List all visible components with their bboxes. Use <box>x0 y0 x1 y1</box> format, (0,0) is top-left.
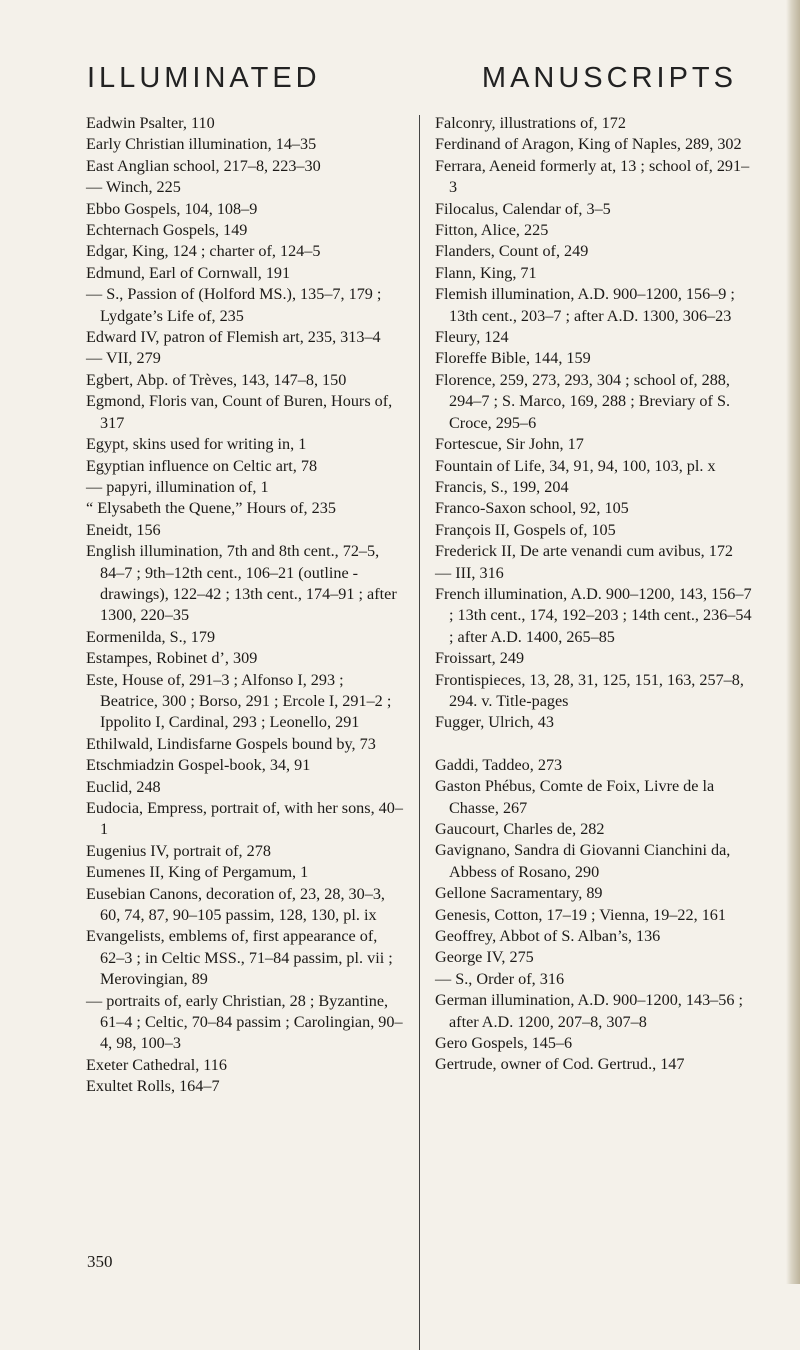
index-entry: East Anglian school, 217–8, 223–30 <box>86 156 321 175</box>
index-entry: Echternach Gospels, 149 <box>86 221 248 240</box>
index-entry: Froissart, 249 <box>435 649 525 668</box>
index-entry: Fleury, 124 <box>435 328 509 347</box>
index-entry: German illumination, A.D. 900–1200, 143–56 ; after A.D. 1200, 207–8, 307–8 <box>435 991 743 1031</box>
index-entry: Eneidt, 156 <box>86 520 161 539</box>
index-entry: Edward IV, patron of Flemish art, 235, 313–4 <box>86 328 381 347</box>
index-entry: Gaston Phébus, Comte de Foix, Livre de la Chasse, 267 <box>435 777 715 817</box>
index-entry: Francis, S., 199, 204 <box>435 477 569 496</box>
index-entry: Edgar, King, 124 ; charter of, 124–5 <box>86 242 321 261</box>
index-entry: Frederick II, De arte venandi cum avibus, 172 <box>435 542 734 561</box>
index-entry: — III, 316 <box>435 563 504 582</box>
index-entry: Ethilwald, Lindisfarne Gospels bound by, 73 <box>86 734 376 753</box>
index-entry: Flanders, Count of, 249 <box>435 242 589 261</box>
index-entry: Gero Gospels, 145–6 <box>435 1034 573 1053</box>
page-number: 350 <box>87 1252 113 1271</box>
index-entry: — S., Passion of (Holford MS.), 135–7, 179 ; Lydgate’s Life of, 235 <box>86 285 382 325</box>
index-entry: Egmond, Floris van, Count of Buren, Hours of, 317 <box>86 392 393 432</box>
index-entry: Ferrara, Aeneid formerly at, 13 ; school of, 291–3 <box>435 156 750 197</box>
index-entry: Frontispieces, 13, 28, 31, 125, 151, 163, 257–8, 294. v. Title-pages <box>435 670 744 710</box>
header-right: MANUSCRIPTS <box>481 62 737 94</box>
header-left: ILLUMINATED <box>87 62 321 94</box>
index-entry: Edmund, Earl of Cornwall, 191 <box>86 263 291 282</box>
index-entry: Flann, King, 71 <box>435 263 537 282</box>
index-entry: François II, Gospels of, 105 <box>435 520 616 539</box>
page-edge-shadow <box>786 0 800 1284</box>
index-entry: Eudocia, Empress, portrait of, with her sons, 40–1 <box>86 799 403 839</box>
index-entry: Exeter Cathedral, 116 <box>86 1055 227 1074</box>
index-entry: Fountain of Life, 34, 91, 94, 100, 103, pl. x <box>435 456 716 475</box>
index-entry: Eadwin Psalter, 110 <box>86 114 215 132</box>
index-entry: Early Christian illumination, 14–35 <box>86 135 317 154</box>
index-entry: Egbert, Abp. of Trèves, 143, 147–8, 150 <box>86 370 347 389</box>
index-entry: Ebbo Gospels, 104, 108–9 <box>86 199 258 218</box>
index-entry: Egyptian influence on Celtic art, 78 <box>86 456 318 475</box>
index-entry: Etschmiadzin Gospel-book, 34, 91 <box>86 756 311 775</box>
column-divider <box>419 115 420 1350</box>
index-entry: Flemish illumination, A.D. 900–1200, 156–9 ; 13th cent., 203–7 ; after A.D. 1300, 306–23 <box>435 285 735 325</box>
index-entry: French illumination, A.D. 900–1200, 143, 156–7 ; 13th cent., 174, 192–203 ; 14th cent., 236–54 ; after A.D. 1400, 265–85 <box>435 584 752 646</box>
index-entry: Fortescue, Sir John, 17 <box>435 435 584 454</box>
index-entry: Geoffrey, Abbot of S. Alban’s, 136 <box>435 927 661 946</box>
index-entry: Franco-Saxon school, 92, 105 <box>435 499 629 518</box>
index-entry: — portraits of, early Christian, 28 ; Byzantine, 61–4 ; Celtic, 70–84 passim ; Carolingian, 90–4, 98, 100–3 <box>86 991 403 1053</box>
index-entry: Fugger, Ulrich, 43 <box>435 713 554 732</box>
index-entry: Exultet Rolls, 164–7 <box>86 1077 220 1096</box>
index-entry: Fitton, Alice, 225 <box>435 221 549 240</box>
running-header <box>87 62 737 95</box>
index-entry: — papyri, illumination of, 1 <box>86 477 269 496</box>
index-entry: — S., Order of, 316 <box>435 969 565 988</box>
index-entry: Floreffe Bible, 144, 159 <box>435 349 591 368</box>
index-entry: Este, House of, 291–3 ; Alfonso I, 293 ; Beatrice, 300 ; Borso, 291 ; Ercole I, 291–2 ; Ippolito I, Cardinal, 293 ; Leonello, 291 <box>86 670 392 732</box>
index-entry: Eugenius IV, portrait of, 278 <box>86 841 271 860</box>
index-entry: — Winch, 225 <box>86 178 181 197</box>
index-group-f <box>435 113 753 734</box>
index-entry: Gavignano, Sandra di Giovanni Cianchini da, Abbess of Rosano, 290 <box>435 841 731 881</box>
index-entry: Gellone Sacramentary, 89 <box>435 884 603 903</box>
index-entry: Falconry, illustrations of, 172 <box>435 114 626 132</box>
index-entry: Genesis, Cotton, 17–19 ; Vienna, 19–22, 161 <box>435 905 726 924</box>
index-entry: Euclid, 248 <box>86 777 161 796</box>
index-entry: Evangelists, emblems of, first appearance of, 62–3 ; in Celtic MSS., 71–84 passim, pl. vii ; Merovingian, 89 <box>86 927 393 989</box>
index-entry: English illumination, 7th and 8th cent., 72–5, 84–7 ; 9th–12th cent., 106–21 (outline - drawings), 122–42 ; 13th cent., 174–91 ; after 1300, 220–35 <box>86 542 397 625</box>
index-entry: Eumenes II, King of Pergamum, 1 <box>86 863 309 882</box>
index-entry: Estampes, Robinet d’, 309 <box>86 649 258 668</box>
index-column-right <box>435 113 753 1076</box>
index-entry: “ Elysabeth the Quene,” Hours of, 235 <box>86 499 336 518</box>
index-entry: Gertrude, owner of Cod. Gertrud., 147 <box>435 1055 685 1074</box>
index-entry: Eusebian Canons, decoration of, 23, 28, 30–3, 60, 74, 87, 90–105 passim, 128, 130, pl. ix <box>86 884 385 925</box>
index-entry: George IV, 275 <box>435 948 534 967</box>
index-group-g <box>435 755 753 1076</box>
index-entry: Eormenilda, S., 179 <box>86 627 216 646</box>
index-entry: Florence, 259, 273, 293, 304 ; school of, 288, 294–7 ; S. Marco, 169, 288 ; Breviary of S. Croce, 295–6 <box>435 370 731 432</box>
index-entry: — VII, 279 <box>86 349 161 368</box>
group-gap <box>435 734 753 755</box>
index-entry: Filocalus, Calendar of, 3–5 <box>435 199 611 218</box>
index-entry: Ferdinand of Aragon, King of Naples, 289, 302 <box>435 135 742 154</box>
index-column-left <box>86 113 404 1098</box>
index-entry: Egypt, skins used for writing in, 1 <box>86 435 307 454</box>
index-entry: Gaucourt, Charles de, 282 <box>435 820 605 838</box>
index-entry: Gaddi, Taddeo, 273 <box>435 755 563 774</box>
